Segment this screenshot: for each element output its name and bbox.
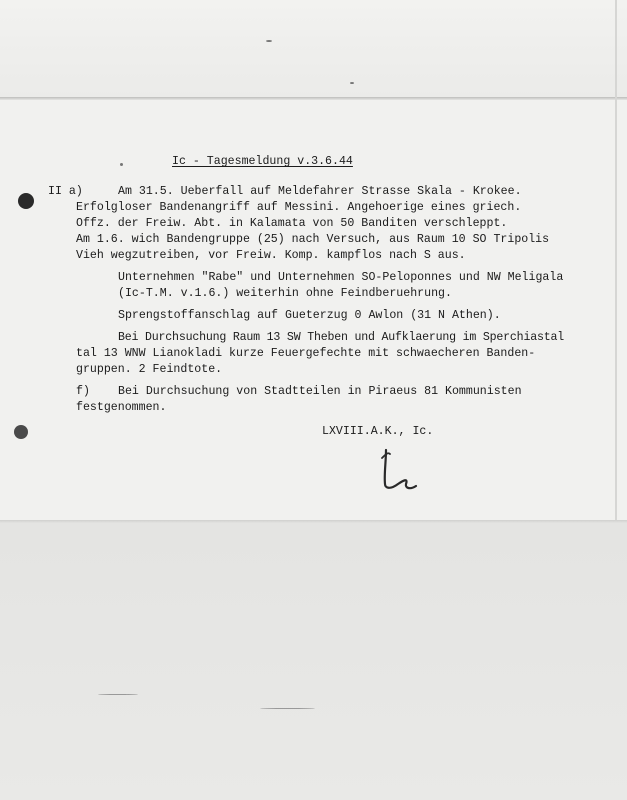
- speck: [266, 40, 272, 42]
- para5-line1: Bei Durchsuchung von Stadtteilen in Piraeus 81 Kommunisten: [118, 385, 522, 398]
- para1-line2: Erfolgloser Bandenangriff auf Messini. Angehoerige eines griech.: [76, 201, 522, 214]
- para1-line3: Offz. der Freiw. Abt. in Kalamata von 50 Banditen verschleppt.: [76, 217, 508, 230]
- handwritten-signature-icon: [372, 440, 432, 500]
- para1-line5: Vieh wegzutreiben, vor Freiw. Komp. kampflos nach S aus.: [76, 249, 466, 262]
- section-a-label: II a): [48, 185, 83, 198]
- sheet-right-edge: [615, 0, 617, 520]
- para4-line2: tal 13 WNW Lianokladi kurze Feuergefechte mit schwaecheren Banden-: [76, 347, 536, 360]
- para2-line1: Unternehmen "Rabe" und Unternehmen SO-Peloponnes und NW Meligala: [118, 271, 564, 284]
- para1-line1: Am 31.5. Ueberfall auf Meldefahrer Strasse Skala - Krokee.: [118, 185, 522, 198]
- speck: [260, 708, 315, 709]
- para4-line3: gruppen. 2 Feindtote.: [76, 363, 223, 376]
- para2-line2: (Ic-T.M. v.1.6.) weiterhin ohne Feindberuehrung.: [118, 287, 452, 300]
- punch-hole-top: [18, 193, 34, 209]
- report-title: Ic - Tagesmeldung v.3.6.44: [172, 155, 353, 168]
- speck: [350, 82, 354, 84]
- previous-page-strip: [0, 0, 627, 98]
- para1-line4: Am 1.6. wich Bandengruppe (25) nach Versuch, aus Raum 10 SO Tripolis: [76, 233, 550, 246]
- sender-line: LXVIII.A.K., Ic.: [322, 425, 434, 438]
- speck: [98, 694, 138, 695]
- punch-hole-bottom: [14, 425, 28, 439]
- speck: [120, 163, 123, 166]
- para3-line1: Sprengstoffanschlag auf Gueterzug 0 Awlon (31 N Athen).: [118, 309, 501, 322]
- para4-line1: Bei Durchsuchung Raum 13 SW Theben und Aufklaerung im Sperchiastal: [118, 331, 564, 344]
- section-f-label: f): [76, 385, 90, 398]
- para5-line2: festgenommen.: [76, 401, 167, 414]
- background-page: [0, 523, 627, 800]
